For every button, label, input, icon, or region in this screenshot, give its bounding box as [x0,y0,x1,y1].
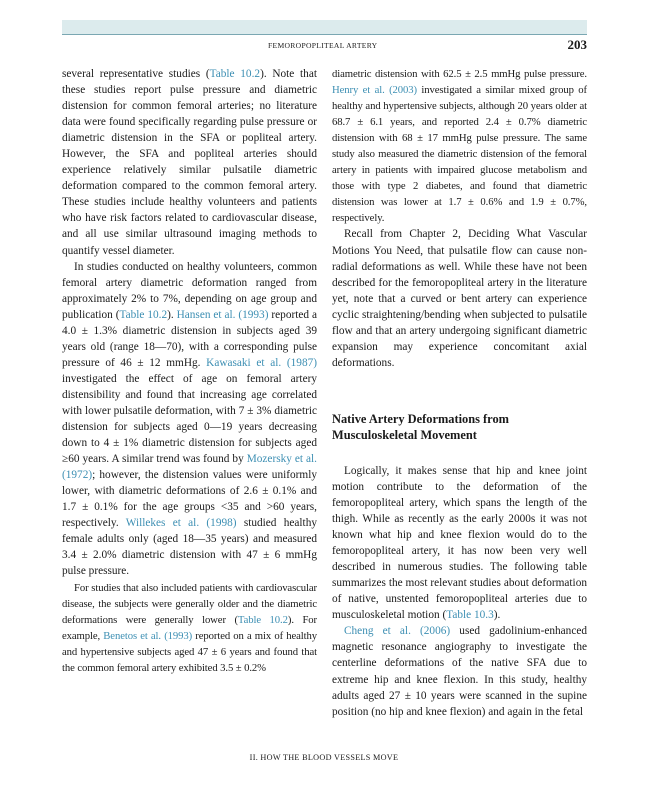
paragraph: several representative studies (Table 10.2). Note that these studies report pulse pressure and diametric distension for common femoral arteries; no literature data were found specifically regarding pulse pressure or diametric distension in the SFA or popliteal artery. However, the SFA and popliteal arteries should experience relatively similar pulsatile diametric deformation compared to the common femoral artery. These studies include healthy volunteers and patients who have risk factors related to cardiovascular disease, and all use similar ultrasound imaging methods to quantify vessel diameter. [62,68,317,257]
citation-link[interactable]: Willekes et al. (1998) [125,517,237,530]
citation-link[interactable]: Table 10.2 [237,613,288,626]
header-rule [62,34,587,35]
paragraph: For studies that also included patients with cardiovascular disease, the subjects were generally older and the diametric deformations were generally lower (Table 10.2). For example, Benetos et al. (1993) reported on a mix of healthy and hypertensive subjects aged 47 ± 6 years and found that the common femoral artery exhibited 3.5 ± 0.2% [62,581,317,674]
section-heading: Native Artery Deformations from Musculoskeletal Movement [332,411,509,442]
paragraph: Logically, it makes sense that hip and knee joint motion contribute to the deformation of the femoropopliteal artery, which spans the length of the thigh. While as recently as the early 2000s it was not known what hip and knee flexion would do to the femoropopliteal artery, it has now been very well described in numerous studies. The following table summarizes the most relevant studies about deformation of native, unstented femoropopliteal arteries due to musculoskeletal motion (Table 10.3). [332,464,587,622]
citation-link[interactable]: Table 10.2 [119,308,168,321]
citation-link[interactable]: Kawasaki et al. (1987) [206,356,317,369]
header-band [62,20,587,34]
left-column [62,66,317,676]
citation-link[interactable]: Henry et al. (2003) [332,84,417,97]
paragraph: Recall from Chapter 2, Deciding What Vascular Motions You Need, that pulsatile flow can cause non-radial deformations as well. While these have not been described for the femoropopliteal artery in the literature yet, note that a curved or bent artery can experience cyclic straightening/bending when subjected to pulsatile flow and that an artery undergoing significant diametric expansion may experience concomitant axial deformations. [332,228,587,369]
paragraph: In studies conducted on healthy volunteers, common femoral artery diametric deformation ranged from approximately 2% to 7%, depending on age group and publication (Table 10.2). Hansen et al. (1993) reported a 4.0 ± 1.3% diametric distension in subjects aged 39 years old (range 18—70), with a corresponding pulse pressure of 46 ± 12 mmHg. Kawasaki et al. (1987) investigated the effect of age on femoral artery distensibility and found that increasing age correlated with lower pulsatile deformation, with 7 ± 3% diametric distension for subjects aged 0—19 years decreasing down to 4 ± 1% diametric distension for subjects aged ≥60 years. A similar trend was found by Mozersky et al. (1972); however, the distension values were uniformly lower, with diametric deformations of 2.6 ± 0.1% and 1.7 ± 0.1% for the age groups <35 and >60 years, respectively. Willekes et al. (1998) studied healthy female adults only (aged 18—35 years) and measured 3.4 ± 2.0% diametric distension with 47 ± 6 mmHg pulse pressure. [62,260,317,578]
paragraph: diametric distension with 62.5 ± 2.5 mmHg pulse pressure. Henry et al. (2003) investigated a similar mixed group of healthy and hypertensive subjects, although 20 years older at 68.7 ± 6.1 years, and reported 2.4 ± 0.7% diametric distension with 68 ± 17 mmHg pulse pressure. The same study also measured the diametric distension of the femoral artery in patients with impaired glucose metabolism and those with type 2 diabetes, and found that diametric distension was lower at 1.7 ± 0.6% and 1.9 ± 0.7%, respectively. [332,68,587,225]
citation-link[interactable]: Hansen et al. (1993) [176,308,269,321]
citation-link[interactable]: Benetos et al. (1993) [103,629,193,642]
right-column [332,66,587,720]
page-number: 203 [567,37,587,52]
paragraph: Cheng et al. (2006) used gadolinium-enhanced magnetic resonance angiography to investigate the centerline deformations of the native SFA due to extreme hip and knee flexion. In this study, healthy adults aged 27 ± 10 years were scanned in the supine position (no hip and knee flexion) and again in the fetal [332,625,588,718]
citation-link[interactable]: Table 10.3 [446,609,494,622]
citation-link[interactable]: Table 10.2 [209,68,261,80]
citation-link[interactable]: Cheng et al. (2006) [344,625,451,638]
citation-link[interactable]: Mozersky et al. (1972) [62,453,317,482]
page-footer: II. HOW THE BLOOD VESSELS MOVE [249,753,399,762]
running-head: FEMOROPOPLITEAL ARTERY [268,41,378,50]
